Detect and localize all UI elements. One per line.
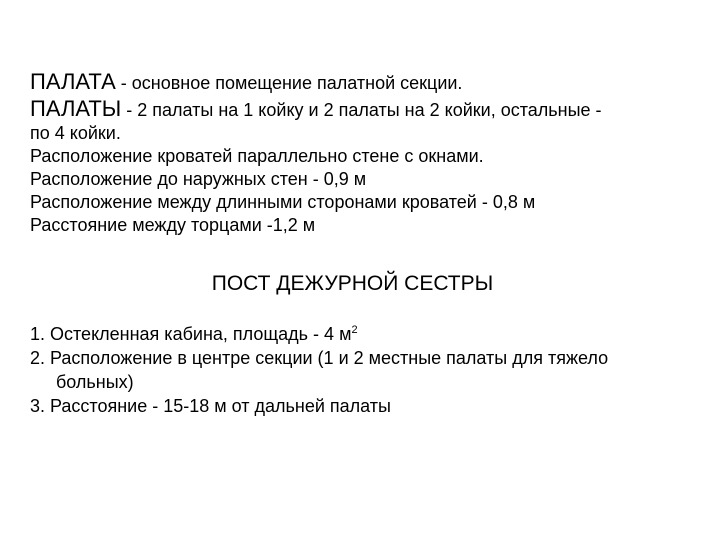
list-item-continuation: больных) [56,372,134,392]
list-item-text: 1. Остекленная кабина, площадь - 4 м [30,324,352,344]
bed-sides-distance-line: Расположение между длинными сторонами кроватей - 0,8 м [30,192,536,212]
wards-capacity-text: - 2 палаты на 1 койку и 2 палаты на 2 койки, остальные - [121,100,602,120]
wards-capacity-line [30,95,700,122]
nurse-station-heading: ПОСТ ДЕЖУРНОЙ СЕСТРЫ [211,272,494,295]
bed-placement-line: Расположение кроватей параллельно стене с окнами. [30,146,484,166]
superscript: 2 [351,324,358,336]
wards-term: ПАЛАТЫ [30,96,122,121]
bed-ends-distance-line: Расстояние между торцами -1,2 м [30,215,316,235]
list-item: 2. Расположение в центре секции (1 и 2 местные палаты для тяжело [30,348,609,368]
wards-capacity-continuation: по 4 койки. [30,123,121,143]
list-item: 3. Расстояние - 15-18 м от дальней палаты [30,396,391,416]
ward-definition-text: - основное помещение палатной секции. [115,73,463,93]
ward-definition-line [30,68,700,95]
wall-distance-line: Расположение до наружных стен - 0,9 м [30,169,367,189]
ward-section [30,68,700,237]
nurse-station-section [30,322,700,418]
list-item [30,322,700,346]
ward-term: ПАЛАТА [30,69,116,94]
